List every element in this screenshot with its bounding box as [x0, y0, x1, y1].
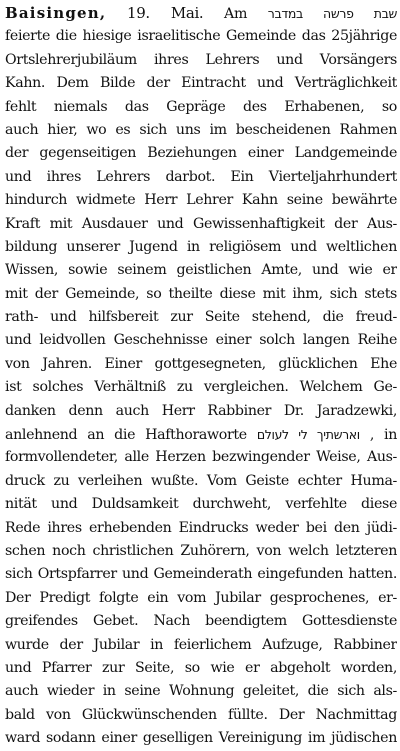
- place-name: Baisingen,: [5, 4, 107, 22]
- article-line: und Pfarrer zur Seite, so wie er abgeholt worden,: [5, 659, 397, 676]
- article-line: ist solches Verhältniß zu vergleichen. Welchem Ge-: [5, 379, 397, 396]
- article-line: greifendes Gebet. Nach beendigtem Gottesdienste: [5, 613, 397, 630]
- hebrew-quote: וארשתיך לי לעולם: [256, 427, 360, 443]
- article-line: bildung unserer Jugend in religiösem und weltlichen: [5, 238, 397, 255]
- article-line: auch hier, wo es sich uns im bescheidenen Rahmen: [5, 121, 397, 138]
- article-line-hebrew-quote: [5, 423, 397, 446]
- article-line: wurde der Jubilar in feierlichem Aufzuge, Rabbiner: [5, 636, 397, 653]
- quote-intro: anlehnend an die Hafthoraworte: [5, 427, 257, 444]
- article-line: Rede ihres erhebenden Eindrucks weder bei den jüdi-: [5, 519, 397, 536]
- article-line: schen noch christlichen Zuhörern, von welch letzteren: [5, 542, 397, 559]
- article-line: feierte die hiesige israelitische Gemeinde das 25jährige: [5, 28, 397, 45]
- article-line: Der Predigt folgte ein vom Jubilar gesprochenes, er-: [5, 589, 397, 606]
- article-line: druck zu verleihen wußte. Vom Geiste echter Huma-: [5, 472, 397, 489]
- article-date: 19. Mai.: [127, 4, 204, 22]
- article-line: Kraft mit Ausdauer und Gewissenhaftigkeit der Aus-: [5, 215, 397, 232]
- article-line: ward sodann einer geselligen Vereinigung im jüdischen: [5, 730, 397, 747]
- quote-outro: , in: [369, 427, 397, 444]
- article-line: der gegenseitigen Beziehungen einer Landgemeinde: [5, 145, 397, 162]
- article-line: rath- und hilfsbereit zur Seite stehend, die freud-: [5, 309, 397, 326]
- article-line: Ortslehrerjubiläum ihres Lehrers und Vorsängers: [5, 51, 397, 68]
- article-dateline: [5, 2, 397, 25]
- article-line: von Jahren. Einer gottgesegneten, glücklichen Ehe: [5, 355, 397, 372]
- word-am: Am: [224, 6, 248, 22]
- article-line: mit der Gemeinde, so theilte diese mit ihm, sich stets: [5, 285, 397, 302]
- article-line: formvollendeter, alle Herzen bezwingender Weise, Aus-: [5, 449, 397, 466]
- article-line: Wissen, sowie seinem geistlichen Amte, und wie er: [5, 262, 397, 279]
- article-line: nität und Duldsamkeit durchweht, verfehlte diese: [5, 496, 397, 513]
- article-line: auch wieder in seine Wohnung geleitet, die sich als-: [5, 683, 397, 700]
- article-line: fehlt niemals das Gepräge des Erhabenen, so: [5, 98, 397, 115]
- hebrew-parsha: שבת פרשה במדבר: [267, 6, 397, 21]
- article-line: Kahn. Dem Bilde der Eintracht und Verträglichkeit: [5, 75, 397, 92]
- article-line: sich Ortspfarrer und Gemeinderath eingefunden hatten.: [5, 566, 397, 583]
- article-line: hindurch widmete Herr Lehrer Kahn seine bewährte: [5, 192, 397, 209]
- article-line: und leidvollen Geschehnisse einer solch langen Reihe: [5, 332, 397, 349]
- article-line: danken denn auch Herr Rabbiner Dr. Jaradzewki,: [5, 402, 397, 419]
- article-line: bald von Glückwünschenden füllte. Der Nachmittag: [5, 706, 397, 723]
- article-line: und ihres Lehrers darbot. Ein Vierteljahrhundert: [5, 168, 397, 185]
